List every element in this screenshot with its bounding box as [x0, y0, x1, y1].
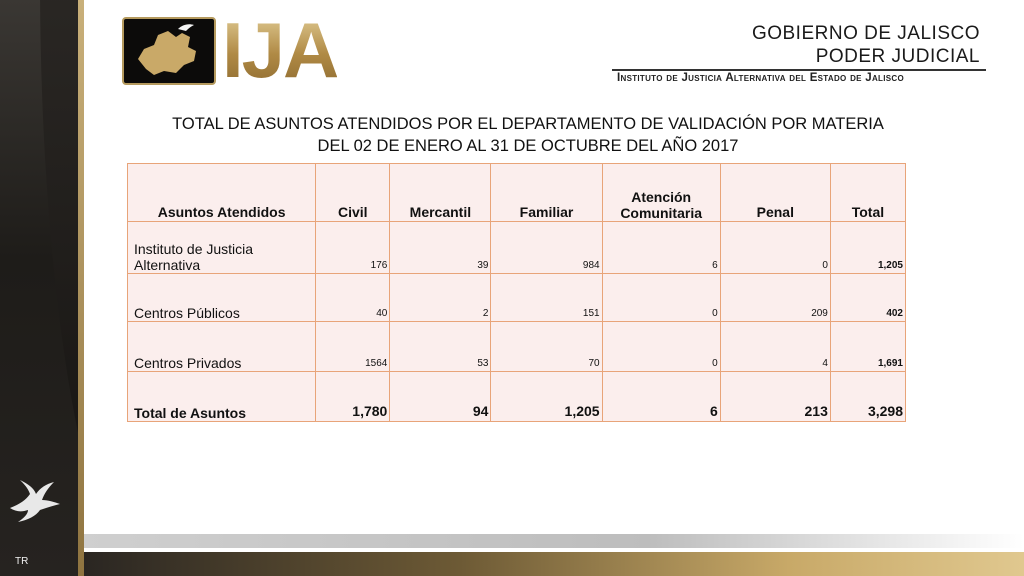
total-penal: 213: [720, 372, 830, 422]
cell-civil: 1564: [316, 322, 390, 372]
bottom-bar-gold: [84, 551, 1024, 576]
cell-mercantil: 2: [390, 274, 491, 322]
cell-atencion: 0: [602, 322, 720, 372]
footer-tag: TR: [15, 556, 29, 567]
total-atencion: 6: [602, 372, 720, 422]
gov-line-2: PODER JUDICIAL: [815, 46, 980, 67]
cell-familiar: 70: [491, 322, 602, 372]
total-total: 3,298: [830, 372, 905, 422]
jalisco-map-logo: [122, 17, 216, 85]
cell-mercantil: 53: [390, 322, 491, 372]
cell-total: 402: [830, 274, 905, 322]
table-row: [128, 322, 906, 372]
cell-penal: 0: [720, 222, 830, 274]
total-civil: 1,780: [316, 372, 390, 422]
cases-table: [127, 163, 906, 422]
header-familiar: Familiar: [491, 164, 602, 222]
row-name: Instituto de Justicia Alternativa: [128, 222, 316, 274]
page-title: [120, 113, 936, 157]
cell-penal: 4: [720, 322, 830, 372]
title-line-2: DEL 02 DE ENERO AL 31 DE OCTUBRE DEL AÑO 2017: [317, 137, 739, 155]
cell-mercantil: 39: [390, 222, 491, 274]
gold-edge: [78, 0, 84, 576]
title-line-1: TOTAL DE ASUNTOS ATENDIDOS POR EL DEPARTAMENTO DE VALIDACIÓN POR MATERIA: [172, 115, 884, 133]
table-header-row: [128, 164, 906, 222]
header-rule: [612, 69, 986, 71]
header-civil: Civil: [316, 164, 390, 222]
cell-atencion: 6: [602, 222, 720, 274]
dove-icon: [6, 478, 62, 524]
cell-civil: 40: [316, 274, 390, 322]
institute-name: Instituto de Justicia Alternativa del Estado de Jalisco: [617, 72, 904, 84]
table-total-row: [128, 372, 906, 422]
cell-familiar: 984: [491, 222, 602, 274]
cell-total: 1,691: [830, 322, 905, 372]
header-atencion: Atención Comunitaria: [602, 164, 720, 222]
row-name: Centros Privados: [128, 322, 316, 372]
side-panel: [0, 0, 84, 576]
table-row: [128, 222, 906, 274]
cell-familiar: 151: [491, 274, 602, 322]
row-name: Centros Públicos: [128, 274, 316, 322]
jalisco-map-icon: [124, 19, 214, 83]
total-mercantil: 94: [390, 372, 491, 422]
bottom-bar-grey: [84, 534, 1024, 548]
total-row-name: Total de Asuntos: [128, 372, 316, 422]
cell-civil: 176: [316, 222, 390, 274]
table-row: [128, 274, 906, 322]
cell-total: 1,205: [830, 222, 905, 274]
header-total: Total: [830, 164, 905, 222]
total-familiar: 1,205: [491, 372, 602, 422]
government-title: [752, 22, 980, 68]
gov-line-1: GOBIERNO DE JALISCO: [751, 23, 980, 44]
header-penal: Penal: [720, 164, 830, 222]
logo-text: IJA: [222, 6, 338, 94]
cell-penal: 209: [720, 274, 830, 322]
cell-atencion: 0: [602, 274, 720, 322]
header-mercantil: Mercantil: [390, 164, 491, 222]
header-asuntos: Asuntos Atendidos: [128, 164, 316, 222]
